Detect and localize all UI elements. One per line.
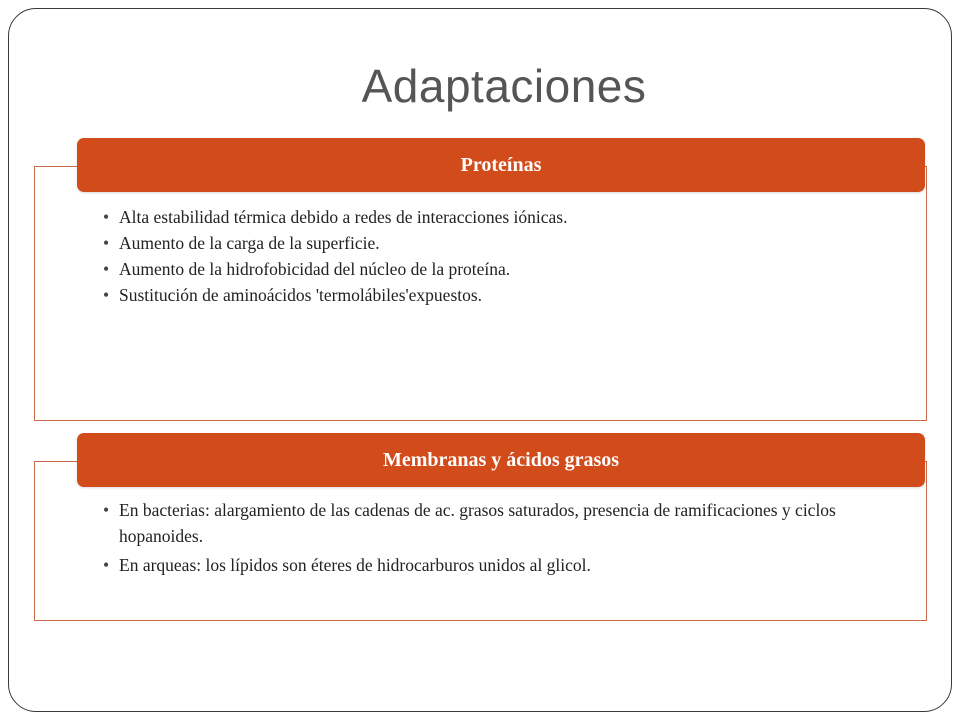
slide-title: Adaptaciones xyxy=(361,60,647,112)
section-proteinas-list xyxy=(103,204,903,308)
list-item: • Aumento de la carga de la superficie. xyxy=(103,230,903,256)
section-membranas-header: Membranas y ácidos grasos xyxy=(77,433,925,487)
list-item: • Aumento de la hidrofobicidad del núcleo de la proteína. xyxy=(103,256,903,282)
list-item: • En arqueas: los lípidos son éteres de hidrocarburos unidos al glicol. xyxy=(103,552,903,578)
section-membranas-list xyxy=(103,497,903,581)
list-item: • Sustitución de aminoácidos 'termolábiles'expuestos. xyxy=(103,282,903,308)
section-proteinas-header: Proteínas xyxy=(77,138,925,192)
list-item: • En bacterias: alargamiento de las cadenas de ac. grasos saturados, presencia de ramificaciones y ciclos hopanoides. xyxy=(103,497,903,549)
list-item: • Alta estabilidad térmica debido a redes de interacciones iónicas. xyxy=(103,204,903,230)
